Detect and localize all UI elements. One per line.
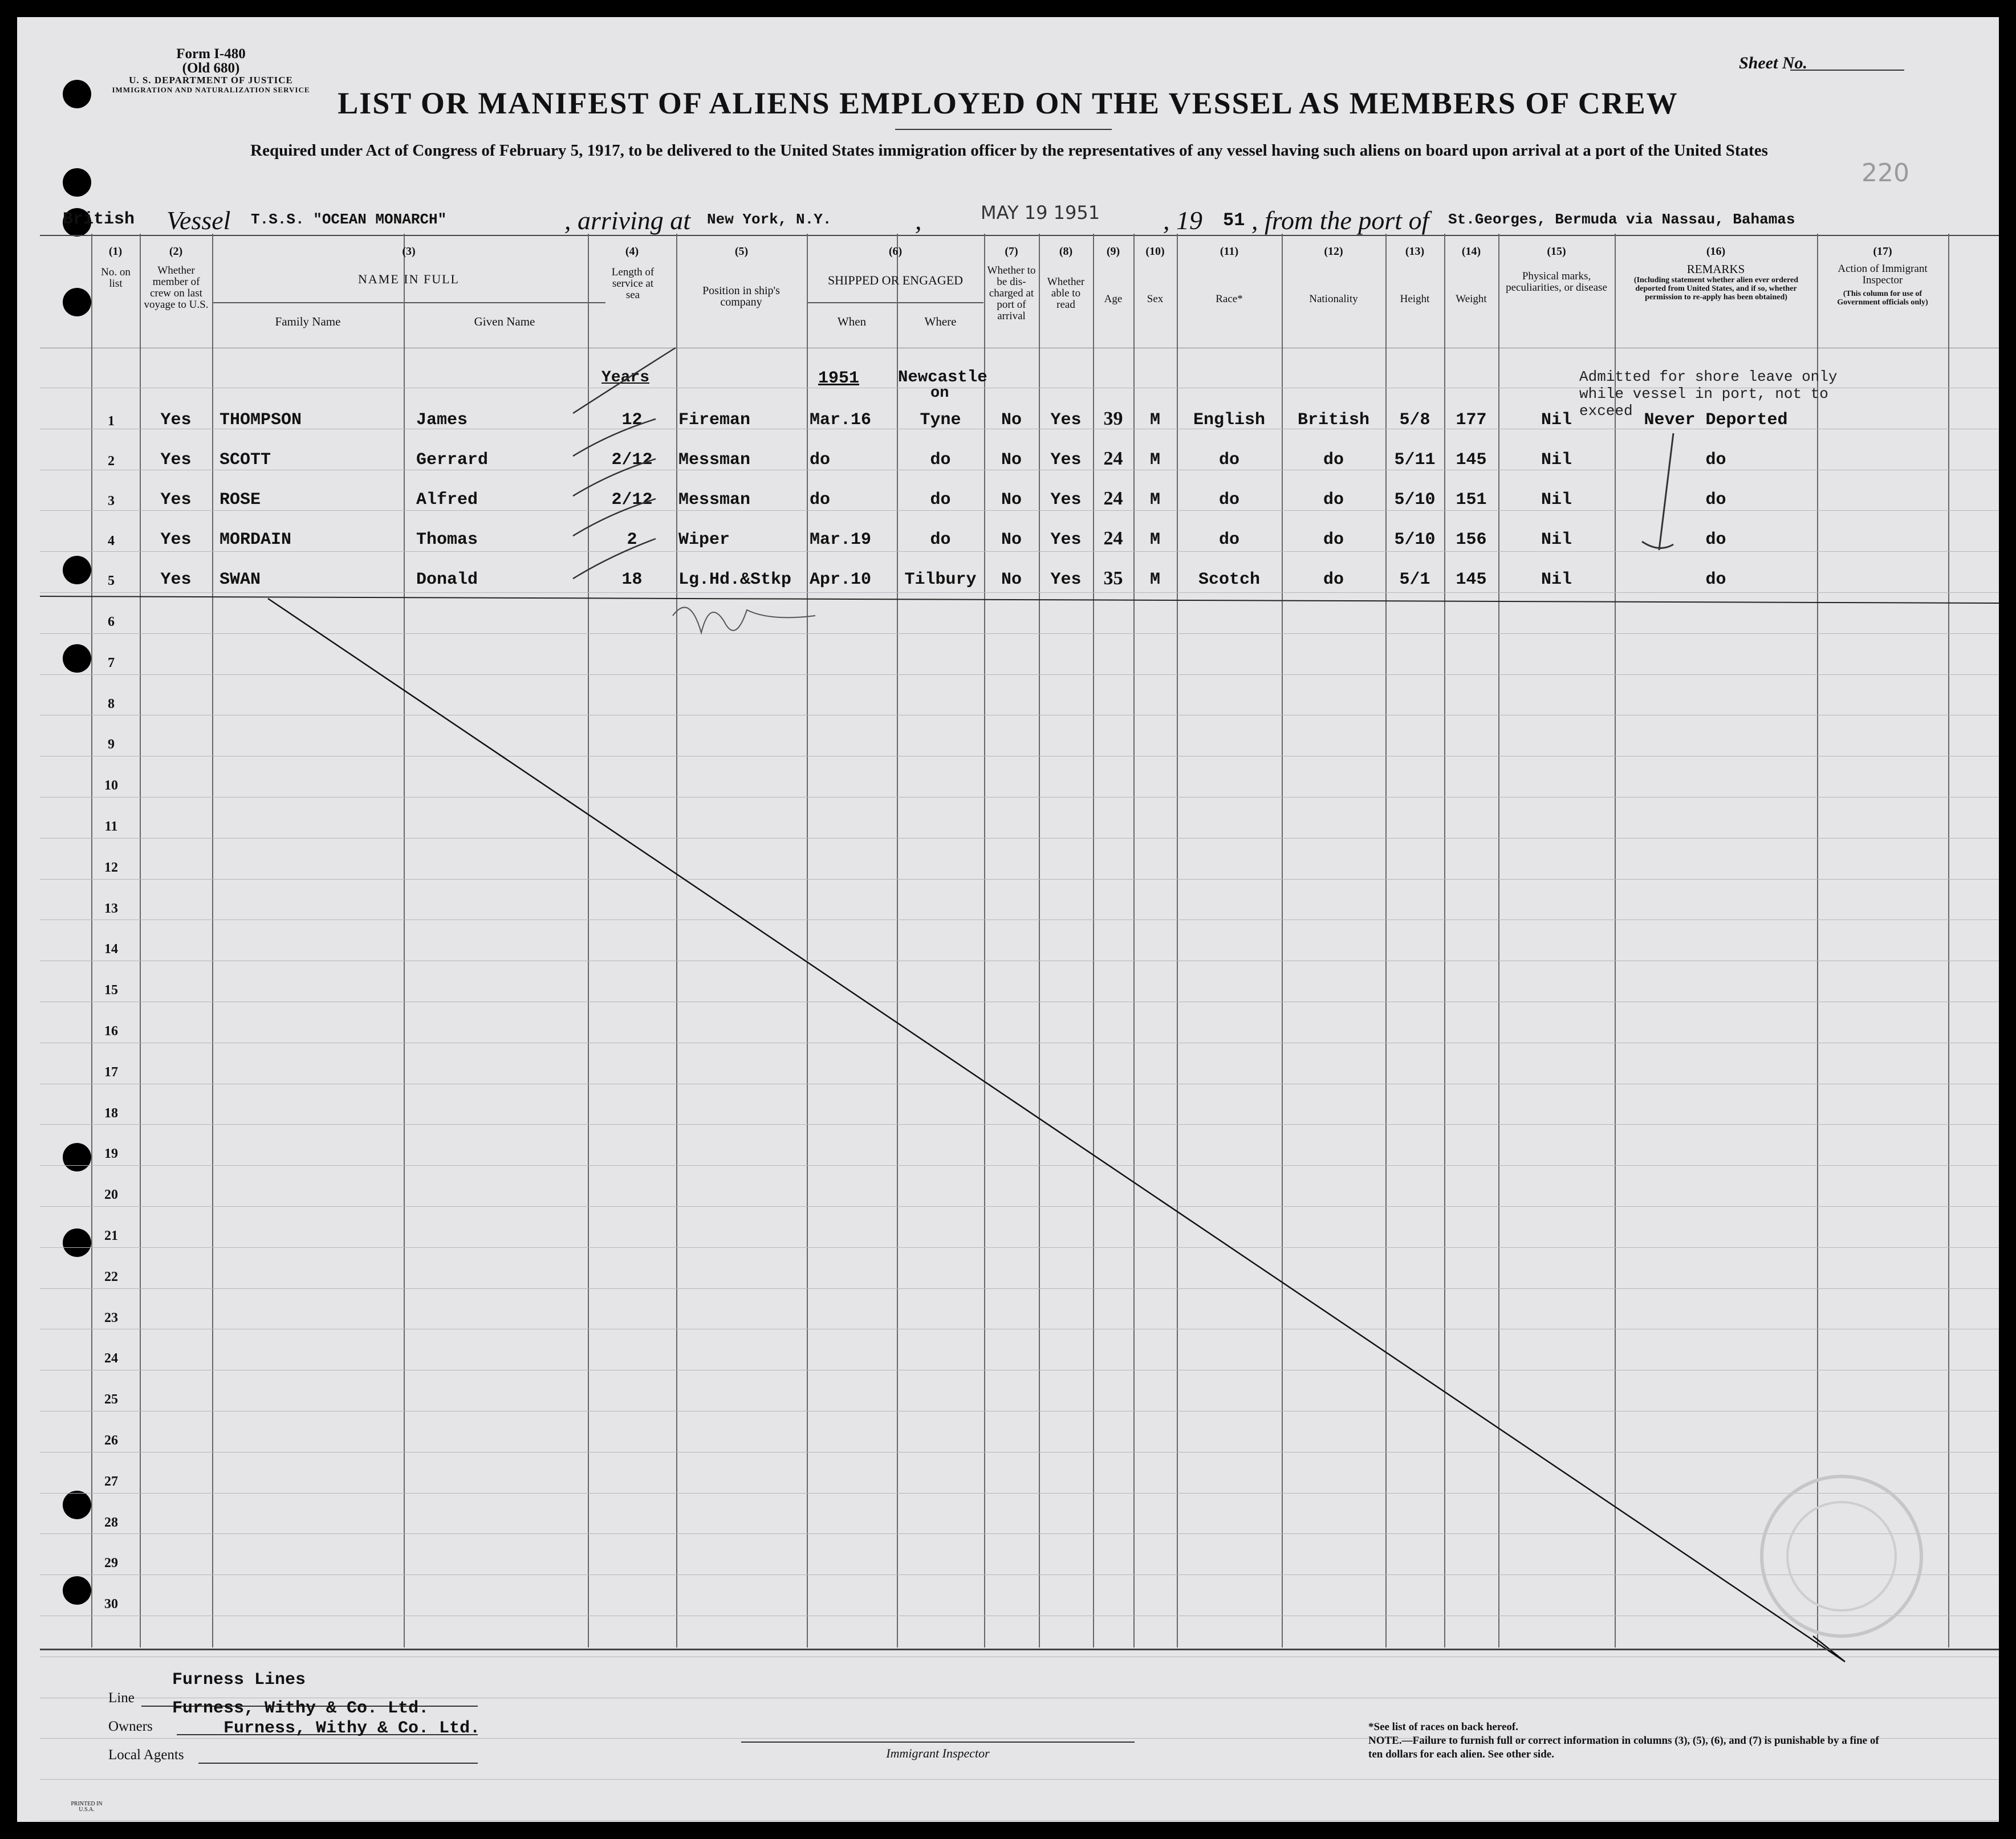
crew-given: Donald: [416, 570, 478, 589]
crew-read: Yes: [1050, 450, 1082, 470]
line-label: Line: [108, 1690, 135, 1706]
subheader-where: Where: [924, 315, 957, 328]
crew-when: Apr.10: [810, 570, 872, 589]
crew-read: Yes: [1050, 570, 1082, 589]
crew-when: do: [810, 450, 831, 470]
page-title: LIST OR MANIFEST OF ALIENS EMPLOYED ON THE VESSEL AS MEMBERS OF CREW: [338, 86, 1678, 120]
subheader-given-name: Given Name: [474, 315, 535, 328]
year-prefix: , 19: [1163, 206, 1202, 235]
crew-nationality: do: [1323, 570, 1344, 589]
column-number: (13): [1405, 245, 1425, 258]
crew-given: Thomas: [416, 530, 478, 550]
act-notice: Required under Act of Congress of February 5, 1917, to be delivered to the United States immigration officer by the representatives of any vessel having such aliens on board upon arrival at a port of the United States: [250, 141, 1768, 160]
vessel-name: T.S.S. "OCEAN MONARCH": [251, 211, 447, 228]
crew-given: Alfred: [416, 490, 478, 510]
crew-race: Scotch: [1198, 570, 1261, 589]
column-number: (5): [734, 245, 749, 258]
crew-where: do: [930, 530, 951, 550]
inspector-initials: [673, 607, 815, 633]
row-number: 13: [104, 901, 118, 916]
column-number: (4): [625, 245, 639, 258]
row-number: 12: [104, 860, 118, 875]
column-header-service: Length of service at sea: [611, 266, 655, 301]
crew-remarks: do: [1705, 570, 1726, 589]
end-of-list-rule: [40, 596, 1999, 603]
column-number: (7): [1005, 245, 1018, 258]
check-mark: [573, 419, 656, 456]
row-number: 26: [104, 1433, 118, 1448]
crew-position: Wiper: [678, 530, 730, 550]
column-header-physical-marks: Physical marks, peculiarities, or disease: [1506, 270, 1607, 294]
crew-marks: Nil: [1541, 450, 1572, 470]
shipped-port-line1: Newcastle: [898, 368, 987, 386]
column-header-no: No. on list: [101, 266, 131, 290]
shore-leave-stamp: Admitted for shore leave only while vessel in port, not to exceed: [1579, 368, 1838, 420]
crew-last-voyage: Yes: [160, 530, 192, 550]
column-number: (11): [1220, 245, 1239, 258]
from-label: , from the port of: [1251, 206, 1429, 235]
row-number: 29: [104, 1556, 118, 1571]
vessel-label: Vessel: [166, 206, 231, 235]
owners-value: Furness, Withy & Co. Ltd.: [172, 1699, 429, 1718]
crew-nationality: British: [1297, 410, 1370, 430]
crew-marks: Nil: [1541, 530, 1572, 550]
form-service: IMMIGRATION AND NATURALIZATION SERVICE: [112, 86, 310, 94]
arrival-port: New York, N.Y.: [707, 211, 832, 228]
row-number: 6: [108, 615, 115, 629]
crew-nationality: do: [1323, 490, 1344, 510]
row-number: 14: [104, 942, 118, 957]
crew-sex: M: [1149, 530, 1160, 550]
row-number: 16: [104, 1024, 118, 1039]
crew-family: ROSE: [220, 490, 261, 510]
agents-value: Furness, Withy & Co. Ltd.: [223, 1719, 481, 1738]
crew-where: do: [930, 450, 951, 470]
crew-remarks: do: [1705, 490, 1726, 510]
subheader-family-name: Family Name: [275, 315, 341, 328]
column-number: (12): [1324, 245, 1343, 258]
column-number: (16): [1706, 245, 1726, 258]
column-header-weight: Weight: [1456, 293, 1487, 305]
crew-read: Yes: [1050, 490, 1082, 510]
form-old-number: (Old 680): [182, 60, 240, 76]
crew-weight: 145: [1456, 450, 1487, 470]
crew-discharged: No: [1001, 450, 1022, 470]
column-header-name: NAME IN FULL: [358, 272, 460, 286]
column-number: (10): [1145, 245, 1165, 258]
service-unit-years: Years: [601, 369, 650, 386]
column-header-height: Height: [1400, 293, 1430, 305]
column-header-shipped: SHIPPED OR ENGAGED: [827, 273, 964, 287]
crew-nationality: do: [1323, 450, 1344, 470]
crew-sex: M: [1149, 570, 1160, 589]
crew-discharged: No: [1001, 490, 1022, 510]
manifest-sheet: [17, 17, 1999, 1822]
row-number: 15: [104, 983, 118, 998]
ditto-arrow: [1642, 433, 1673, 550]
departure-port: St.Georges, Bermuda via Nassau, Bahamas: [1448, 211, 1795, 228]
column-header-remarks: REMARKS: [1686, 262, 1745, 276]
page-stamp: 220: [1861, 158, 1909, 188]
row-number: 8: [108, 696, 115, 711]
crew-discharged: No: [1001, 570, 1022, 589]
date-stamp: MAY 19 1951: [981, 202, 1100, 223]
footer-notes: [1368, 1720, 1881, 1761]
crew-service: 2/12: [611, 450, 653, 470]
column-header-nationality: Nationality: [1309, 293, 1358, 305]
crew-service: 18: [621, 570, 643, 589]
check-mark: [573, 539, 656, 579]
column-number: (14): [1461, 245, 1481, 258]
column-header-race: Race*: [1216, 293, 1243, 305]
crew-age: 39: [1103, 408, 1123, 429]
crew-height: 5/10: [1394, 530, 1436, 550]
column-number: (2): [169, 245, 183, 258]
crew-height: 5/8: [1399, 410, 1430, 430]
crew-sex: M: [1149, 450, 1160, 470]
crew-weight: 151: [1456, 490, 1487, 510]
row-number: 21: [104, 1228, 118, 1243]
crew-position: Messman: [678, 450, 751, 470]
crew-when: do: [810, 490, 831, 510]
column-number: (9): [1106, 245, 1120, 258]
crew-weight: 156: [1456, 530, 1487, 550]
crew-read: Yes: [1050, 530, 1082, 550]
crew-num: 1: [108, 414, 115, 429]
row-number: 20: [104, 1187, 118, 1203]
crew-num: 4: [108, 534, 115, 548]
column-number: (1): [108, 245, 123, 258]
row-number: 30: [104, 1597, 118, 1612]
crew-weight: 177: [1456, 410, 1487, 430]
races-note: *See list of races on back hereof.: [1368, 1721, 1518, 1733]
crew-discharged: No: [1001, 530, 1022, 550]
arriving-label: , arriving at: [564, 206, 691, 235]
printed-in-usa: PRINTED IN U.S.A.: [71, 1801, 103, 1813]
crew-nationality: do: [1323, 530, 1344, 550]
crew-age: 24: [1103, 488, 1123, 509]
column-number: (8): [1059, 245, 1073, 258]
column-header-position: Position in ship's company: [702, 284, 780, 308]
row-number: 18: [104, 1105, 118, 1121]
row-number: 19: [104, 1146, 118, 1162]
crew-marks: Nil: [1541, 570, 1572, 589]
column-header-inspector-action: Action of Immigrant Inspector: [1838, 263, 1928, 286]
crew-num: 3: [108, 494, 115, 508]
crew-height: 5/1: [1399, 570, 1430, 589]
crew-sex: M: [1149, 490, 1160, 510]
crew-num: 2: [108, 454, 115, 469]
crew-where: Tilbury: [904, 570, 977, 589]
row-number: 11: [104, 819, 118, 834]
crew-race: do: [1218, 530, 1239, 550]
crew-position: Fireman: [678, 410, 751, 430]
check-mark: [573, 348, 676, 413]
crew-num: 5: [108, 573, 115, 588]
crew-given: James: [416, 410, 468, 430]
row-number: 10: [104, 778, 118, 794]
crew-weight: 145: [1456, 570, 1487, 589]
column-number: (3): [402, 245, 416, 258]
crew-service: 12: [621, 410, 643, 430]
remarks-note: (Including statement whether alien ever ordered deported from United States, and if so, whether permission to re-apply has been obtained): [1633, 276, 1799, 302]
row-number: 24: [104, 1351, 118, 1366]
crew-position: Messman: [678, 490, 751, 510]
crew-family: THOMPSON: [220, 410, 302, 430]
row-number: 28: [104, 1515, 118, 1530]
crew-given: Gerrard: [416, 450, 489, 470]
column-number: (15): [1547, 245, 1566, 258]
column-header-discharged: Whether to be dis-charged at port of arrival: [987, 265, 1036, 322]
crew-last-voyage: Yes: [160, 490, 192, 510]
crew-last-voyage: Yes: [160, 450, 192, 470]
subheader-when: When: [837, 315, 867, 328]
row-number: 17: [104, 1064, 118, 1080]
column-number: (6): [888, 245, 903, 258]
crew-discharged: No: [1001, 410, 1022, 430]
form-number: Form I-480: [176, 46, 246, 62]
crew-age: 35: [1103, 568, 1123, 589]
crew-height: 5/10: [1394, 490, 1436, 510]
check-mark: [573, 499, 656, 536]
row-number: 22: [104, 1269, 118, 1284]
crew-service: 2: [627, 530, 637, 550]
immigrant-inspector-signature: Immigrant Inspector: [741, 1742, 1135, 1761]
row-number: 25: [104, 1392, 118, 1407]
year-suffix: 51: [1223, 210, 1245, 231]
owners-label: Owners: [108, 1719, 153, 1734]
crew-age: 24: [1103, 448, 1123, 469]
crew-where: do: [930, 490, 951, 510]
inspector-note: (This column for use of Government officials only): [1837, 290, 1928, 307]
line-value: Furness Lines: [172, 1670, 306, 1690]
penalty-note: NOTE.—Failure to furnish full or correct information in columns (3), (5), (6), and (7) is punishable by a fine of ten dollars for each alien. See other side.: [1368, 1735, 1879, 1760]
shipped-year: 1951: [818, 369, 860, 388]
annotation-marks: [17, 17, 1999, 1822]
crew-age: 24: [1103, 528, 1123, 549]
crew-marks: Nil: [1541, 490, 1572, 510]
crew-remarks: do: [1705, 450, 1726, 470]
crew-remarks: do: [1705, 530, 1726, 550]
crew-when: Mar.16: [810, 410, 872, 430]
crew-marks: Nil: [1541, 410, 1572, 430]
official-seal: [1762, 1476, 1921, 1636]
row-number: 27: [104, 1474, 118, 1489]
crew-race: do: [1218, 490, 1239, 510]
row-number: 9: [108, 737, 115, 752]
column-number: (17): [1873, 245, 1892, 258]
crew-position: Lg.Hd.&Stkp: [678, 570, 792, 589]
crew-last-voyage: Yes: [160, 570, 192, 589]
crew-race: English: [1193, 410, 1266, 430]
crew-family: SWAN: [220, 570, 261, 589]
column-header-sex: Sex: [1147, 293, 1164, 305]
cancel-diagonal: [268, 599, 1845, 1662]
shipped-port-line2: on: [930, 385, 949, 402]
column-header-read: Whether able to read: [1047, 276, 1085, 311]
crew-where: Tyne: [920, 410, 961, 430]
row-number: 7: [108, 655, 115, 670]
vessel-nationality: British: [63, 210, 135, 229]
crew-family: SCOTT: [220, 450, 271, 470]
check-mark: [573, 459, 656, 496]
row-number: 23: [104, 1310, 118, 1325]
crew-race: do: [1218, 450, 1239, 470]
crew-service: 2/12: [611, 490, 653, 510]
crew-read: Yes: [1050, 410, 1082, 430]
form-department: U. S. DEPARTMENT OF JUSTICE: [129, 75, 293, 86]
column-header-last-voyage: Whether member of crew on last voyage to U.S.: [144, 265, 209, 311]
crew-height: 5/11: [1394, 450, 1436, 470]
crew-remarks: Never Deported: [1644, 410, 1788, 430]
crew-sex: M: [1149, 410, 1160, 430]
column-header-age: Age: [1104, 293, 1123, 305]
table-bottom-rule: [40, 1649, 1999, 1650]
sheet-number-label: Sheet No.: [1739, 54, 1807, 72]
crew-last-voyage: Yes: [160, 410, 192, 430]
vessel-row: British Vessel T.S.S. "OCEAN MONARCH" , arriving at New York, N.Y. , MAY 19 1951 , 19 51 , from the port of St.Georges, Bermuda via Nassau, Bahamas: [63, 202, 1795, 235]
crew-when: Mar.19: [810, 530, 872, 550]
crew-family: MORDAIN: [220, 530, 292, 550]
local-agents-label: Local Agents: [108, 1747, 184, 1763]
